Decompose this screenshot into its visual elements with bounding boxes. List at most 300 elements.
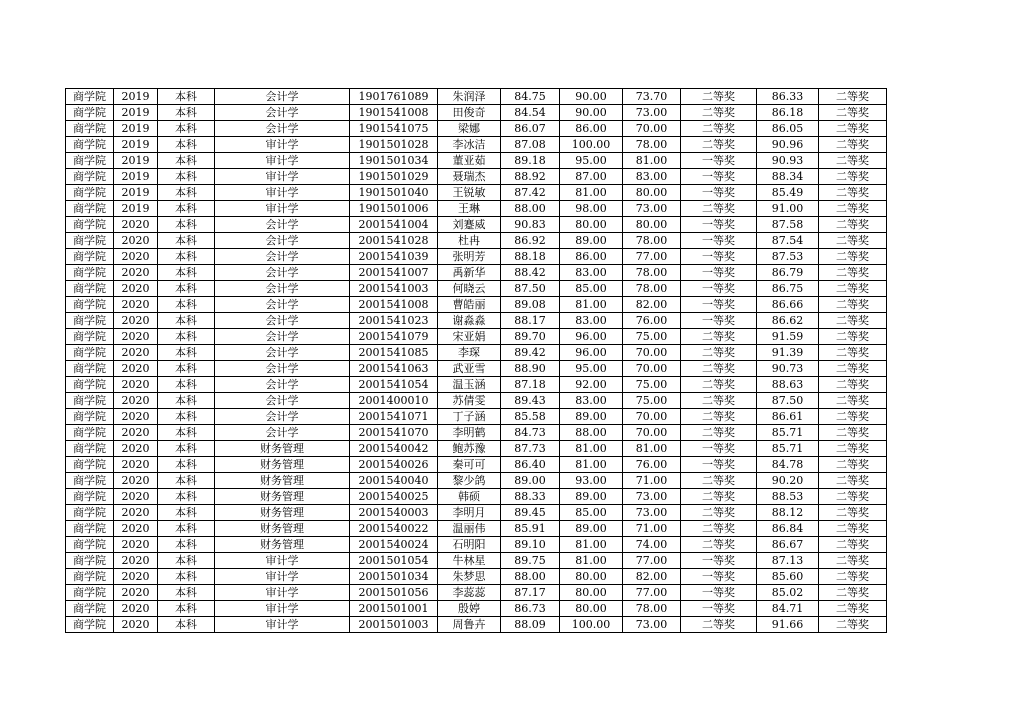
table-row — [66, 249, 887, 265]
name-cell: 周鲁卉 — [438, 617, 501, 633]
major-cell: 会计学 — [215, 105, 350, 121]
score3-cell: 76.00 — [623, 457, 681, 473]
award-level-cell: 二等奖 — [681, 537, 757, 553]
student-id-cell: 2001540042 — [350, 441, 438, 457]
table-row — [66, 137, 887, 153]
final-award-cell: 二等奖 — [819, 361, 887, 377]
award-level-cell: 一等奖 — [681, 441, 757, 457]
name-cell: 刘蹇威 — [438, 217, 501, 233]
award-level-cell: 一等奖 — [681, 153, 757, 169]
degree-cell: 本科 — [158, 457, 215, 473]
student-id-cell: 1901501040 — [350, 185, 438, 201]
table-row — [66, 489, 887, 505]
major-cell: 会计学 — [215, 265, 350, 281]
score1-cell: 89.70 — [501, 329, 560, 345]
college-cell: 商学院 — [66, 617, 114, 633]
final-award-cell: 二等奖 — [819, 601, 887, 617]
score2-cell: 80.00 — [560, 217, 623, 233]
score3-cell: 82.00 — [623, 297, 681, 313]
score1-cell: 89.00 — [501, 473, 560, 489]
name-cell: 李蕊蕊 — [438, 585, 501, 601]
major-cell: 财务管理 — [215, 441, 350, 457]
year-cell: 2019 — [114, 169, 158, 185]
score1-cell: 88.18 — [501, 249, 560, 265]
score3-cell: 70.00 — [623, 361, 681, 377]
student-id-cell: 2001540026 — [350, 457, 438, 473]
final-award-cell: 二等奖 — [819, 249, 887, 265]
score3-cell: 75.00 — [623, 393, 681, 409]
student-id-cell: 2001501034 — [350, 569, 438, 585]
table-row — [66, 329, 887, 345]
final-award-cell: 二等奖 — [819, 313, 887, 329]
score2-cell: 81.00 — [560, 297, 623, 313]
name-cell: 韩硕 — [438, 489, 501, 505]
score2-cell: 81.00 — [560, 457, 623, 473]
score3-cell: 75.00 — [623, 329, 681, 345]
score2-cell: 86.00 — [560, 249, 623, 265]
score3-cell: 80.00 — [623, 217, 681, 233]
award-level-cell: 一等奖 — [681, 313, 757, 329]
major-cell: 会计学 — [215, 409, 350, 425]
major-cell: 会计学 — [215, 297, 350, 313]
score2-cell: 86.00 — [560, 121, 623, 137]
final-award-cell: 二等奖 — [819, 105, 887, 121]
award-level-cell: 一等奖 — [681, 233, 757, 249]
final-award-cell: 二等奖 — [819, 537, 887, 553]
student-id-cell: 1901541075 — [350, 121, 438, 137]
name-cell: 牛林星 — [438, 553, 501, 569]
year-cell: 2019 — [114, 105, 158, 121]
score1-cell: 87.73 — [501, 441, 560, 457]
score3-cell: 73.00 — [623, 505, 681, 521]
table-row — [66, 265, 887, 281]
degree-cell: 本科 — [158, 329, 215, 345]
total-score-cell: 88.63 — [757, 377, 819, 393]
student-id-cell: 1901761089 — [350, 89, 438, 105]
table-row — [66, 169, 887, 185]
total-score-cell: 86.79 — [757, 265, 819, 281]
degree-cell: 本科 — [158, 393, 215, 409]
award-level-cell: 一等奖 — [681, 265, 757, 281]
score3-cell: 77.00 — [623, 553, 681, 569]
score3-cell: 70.00 — [623, 425, 681, 441]
major-cell: 审计学 — [215, 585, 350, 601]
name-cell: 杜冉 — [438, 233, 501, 249]
year-cell: 2019 — [114, 137, 158, 153]
award-level-cell: 二等奖 — [681, 393, 757, 409]
student-id-cell: 1901501006 — [350, 201, 438, 217]
year-cell: 2020 — [114, 473, 158, 489]
year-cell: 2020 — [114, 441, 158, 457]
name-cell: 张明芳 — [438, 249, 501, 265]
score1-cell: 89.42 — [501, 345, 560, 361]
degree-cell: 本科 — [158, 553, 215, 569]
college-cell: 商学院 — [66, 345, 114, 361]
score1-cell: 84.73 — [501, 425, 560, 441]
year-cell: 2020 — [114, 377, 158, 393]
student-id-cell: 2001541071 — [350, 409, 438, 425]
student-id-cell: 2001540040 — [350, 473, 438, 489]
score2-cell: 87.00 — [560, 169, 623, 185]
student-id-cell: 2001501056 — [350, 585, 438, 601]
table-row — [66, 521, 887, 537]
table-row — [66, 217, 887, 233]
score3-cell: 81.00 — [623, 441, 681, 457]
award-level-cell: 一等奖 — [681, 185, 757, 201]
final-award-cell: 二等奖 — [819, 377, 887, 393]
score2-cell: 81.00 — [560, 441, 623, 457]
year-cell: 2020 — [114, 521, 158, 537]
total-score-cell: 86.18 — [757, 105, 819, 121]
final-award-cell: 二等奖 — [819, 553, 887, 569]
score1-cell: 86.73 — [501, 601, 560, 617]
major-cell: 审计学 — [215, 201, 350, 217]
score2-cell: 85.00 — [560, 505, 623, 521]
year-cell: 2020 — [114, 393, 158, 409]
score3-cell: 70.00 — [623, 121, 681, 137]
table-row — [66, 425, 887, 441]
total-score-cell: 87.54 — [757, 233, 819, 249]
year-cell: 2020 — [114, 233, 158, 249]
student-id-cell: 1901541008 — [350, 105, 438, 121]
score1-cell: 89.45 — [501, 505, 560, 521]
name-cell: 李明鹤 — [438, 425, 501, 441]
major-cell: 审计学 — [215, 185, 350, 201]
score1-cell: 87.17 — [501, 585, 560, 601]
award-table — [65, 88, 887, 633]
name-cell: 苏倩雯 — [438, 393, 501, 409]
award-level-cell: 一等奖 — [681, 217, 757, 233]
award-level-cell: 二等奖 — [681, 521, 757, 537]
award-level-cell: 二等奖 — [681, 105, 757, 121]
major-cell: 会计学 — [215, 313, 350, 329]
major-cell: 审计学 — [215, 553, 350, 569]
score2-cell: 100.00 — [560, 617, 623, 633]
degree-cell: 本科 — [158, 569, 215, 585]
total-score-cell: 91.39 — [757, 345, 819, 361]
final-award-cell: 二等奖 — [819, 201, 887, 217]
final-award-cell: 二等奖 — [819, 409, 887, 425]
name-cell: 秦可可 — [438, 457, 501, 473]
student-id-cell: 2001541003 — [350, 281, 438, 297]
score1-cell: 89.43 — [501, 393, 560, 409]
total-score-cell: 86.75 — [757, 281, 819, 297]
total-score-cell: 91.66 — [757, 617, 819, 633]
score2-cell: 85.00 — [560, 281, 623, 297]
year-cell: 2020 — [114, 249, 158, 265]
total-score-cell: 87.13 — [757, 553, 819, 569]
score1-cell: 88.09 — [501, 617, 560, 633]
score1-cell: 89.10 — [501, 537, 560, 553]
total-score-cell: 88.12 — [757, 505, 819, 521]
name-cell: 谢淼淼 — [438, 313, 501, 329]
student-id-cell: 2001541079 — [350, 329, 438, 345]
degree-cell: 本科 — [158, 361, 215, 377]
college-cell: 商学院 — [66, 121, 114, 137]
score3-cell: 71.00 — [623, 521, 681, 537]
score2-cell: 96.00 — [560, 329, 623, 345]
award-level-cell: 一等奖 — [681, 585, 757, 601]
score1-cell: 88.92 — [501, 169, 560, 185]
award-level-cell: 二等奖 — [681, 505, 757, 521]
student-id-cell: 2001400010 — [350, 393, 438, 409]
degree-cell: 本科 — [158, 249, 215, 265]
score1-cell: 86.07 — [501, 121, 560, 137]
score3-cell: 78.00 — [623, 137, 681, 153]
degree-cell: 本科 — [158, 601, 215, 617]
year-cell: 2020 — [114, 313, 158, 329]
score3-cell: 73.00 — [623, 105, 681, 121]
score2-cell: 93.00 — [560, 473, 623, 489]
final-award-cell: 二等奖 — [819, 505, 887, 521]
college-cell: 商学院 — [66, 137, 114, 153]
score3-cell: 81.00 — [623, 153, 681, 169]
award-level-cell: 二等奖 — [681, 89, 757, 105]
table-row — [66, 201, 887, 217]
student-id-cell: 2001540022 — [350, 521, 438, 537]
year-cell: 2019 — [114, 201, 158, 217]
major-cell: 审计学 — [215, 169, 350, 185]
award-level-cell: 二等奖 — [681, 473, 757, 489]
total-score-cell: 88.53 — [757, 489, 819, 505]
year-cell: 2019 — [114, 89, 158, 105]
degree-cell: 本科 — [158, 201, 215, 217]
college-cell: 商学院 — [66, 265, 114, 281]
student-id-cell: 2001540003 — [350, 505, 438, 521]
student-id-cell: 1901501028 — [350, 137, 438, 153]
table-row — [66, 345, 887, 361]
college-cell: 商学院 — [66, 313, 114, 329]
score3-cell: 73.00 — [623, 617, 681, 633]
table-row — [66, 409, 887, 425]
score1-cell: 86.92 — [501, 233, 560, 249]
score3-cell: 78.00 — [623, 233, 681, 249]
total-score-cell: 85.71 — [757, 425, 819, 441]
student-id-cell: 2001501003 — [350, 617, 438, 633]
final-award-cell: 二等奖 — [819, 185, 887, 201]
name-cell: 宋亚娟 — [438, 329, 501, 345]
score1-cell: 89.18 — [501, 153, 560, 169]
award-level-cell: 二等奖 — [681, 137, 757, 153]
table-row — [66, 105, 887, 121]
college-cell: 商学院 — [66, 281, 114, 297]
college-cell: 商学院 — [66, 361, 114, 377]
major-cell: 财务管理 — [215, 521, 350, 537]
degree-cell: 本科 — [158, 409, 215, 425]
award-level-cell: 二等奖 — [681, 409, 757, 425]
college-cell: 商学院 — [66, 217, 114, 233]
score1-cell: 85.58 — [501, 409, 560, 425]
score3-cell: 70.00 — [623, 345, 681, 361]
table-row — [66, 281, 887, 297]
degree-cell: 本科 — [158, 425, 215, 441]
score3-cell: 80.00 — [623, 185, 681, 201]
major-cell: 会计学 — [215, 377, 350, 393]
name-cell: 朱梦思 — [438, 569, 501, 585]
year-cell: 2020 — [114, 297, 158, 313]
table-row — [66, 585, 887, 601]
year-cell: 2020 — [114, 329, 158, 345]
final-award-cell: 二等奖 — [819, 345, 887, 361]
college-cell: 商学院 — [66, 521, 114, 537]
score2-cell: 88.00 — [560, 425, 623, 441]
degree-cell: 本科 — [158, 89, 215, 105]
score3-cell: 77.00 — [623, 249, 681, 265]
table-row — [66, 313, 887, 329]
student-id-cell: 2001541007 — [350, 265, 438, 281]
name-cell: 李明月 — [438, 505, 501, 521]
score3-cell: 74.00 — [623, 537, 681, 553]
score1-cell: 88.90 — [501, 361, 560, 377]
score2-cell: 95.00 — [560, 361, 623, 377]
total-score-cell: 85.49 — [757, 185, 819, 201]
degree-cell: 本科 — [158, 313, 215, 329]
year-cell: 2020 — [114, 601, 158, 617]
final-award-cell: 二等奖 — [819, 153, 887, 169]
degree-cell: 本科 — [158, 377, 215, 393]
college-cell: 商学院 — [66, 505, 114, 521]
final-award-cell: 二等奖 — [819, 329, 887, 345]
student-id-cell: 1901501034 — [350, 153, 438, 169]
major-cell: 会计学 — [215, 233, 350, 249]
score2-cell: 89.00 — [560, 409, 623, 425]
score2-cell: 81.00 — [560, 185, 623, 201]
degree-cell: 本科 — [158, 233, 215, 249]
major-cell: 会计学 — [215, 89, 350, 105]
name-cell: 聂瑞杰 — [438, 169, 501, 185]
student-id-cell: 2001501001 — [350, 601, 438, 617]
degree-cell: 本科 — [158, 505, 215, 521]
total-score-cell: 85.71 — [757, 441, 819, 457]
year-cell: 2020 — [114, 281, 158, 297]
college-cell: 商学院 — [66, 201, 114, 217]
score2-cell: 92.00 — [560, 377, 623, 393]
year-cell: 2020 — [114, 457, 158, 473]
score2-cell: 80.00 — [560, 585, 623, 601]
score1-cell: 88.00 — [501, 569, 560, 585]
score2-cell: 83.00 — [560, 393, 623, 409]
table-row — [66, 617, 887, 633]
total-score-cell: 86.67 — [757, 537, 819, 553]
final-award-cell: 二等奖 — [819, 521, 887, 537]
degree-cell: 本科 — [158, 185, 215, 201]
score1-cell: 87.08 — [501, 137, 560, 153]
award-level-cell: 二等奖 — [681, 361, 757, 377]
year-cell: 2020 — [114, 537, 158, 553]
degree-cell: 本科 — [158, 121, 215, 137]
score3-cell: 73.70 — [623, 89, 681, 105]
final-award-cell: 二等奖 — [819, 569, 887, 585]
total-score-cell: 90.96 — [757, 137, 819, 153]
score1-cell: 85.91 — [501, 521, 560, 537]
score3-cell: 76.00 — [623, 313, 681, 329]
student-id-cell: 2001541039 — [350, 249, 438, 265]
award-level-cell: 二等奖 — [681, 489, 757, 505]
table-row — [66, 505, 887, 521]
table-row — [66, 553, 887, 569]
score1-cell: 88.00 — [501, 201, 560, 217]
score2-cell: 81.00 — [560, 537, 623, 553]
college-cell: 商学院 — [66, 489, 114, 505]
total-score-cell: 90.93 — [757, 153, 819, 169]
award-level-cell: 二等奖 — [681, 425, 757, 441]
score3-cell: 83.00 — [623, 169, 681, 185]
total-score-cell: 87.53 — [757, 249, 819, 265]
score3-cell: 73.00 — [623, 489, 681, 505]
college-cell: 商学院 — [66, 185, 114, 201]
score2-cell: 80.00 — [560, 601, 623, 617]
score2-cell: 83.00 — [560, 313, 623, 329]
major-cell: 审计学 — [215, 137, 350, 153]
table-row — [66, 537, 887, 553]
major-cell: 审计学 — [215, 569, 350, 585]
major-cell: 会计学 — [215, 393, 350, 409]
name-cell: 李琛 — [438, 345, 501, 361]
student-id-cell: 2001541023 — [350, 313, 438, 329]
college-cell: 商学院 — [66, 249, 114, 265]
year-cell: 2020 — [114, 265, 158, 281]
student-id-cell: 1901501029 — [350, 169, 438, 185]
major-cell: 会计学 — [215, 345, 350, 361]
score3-cell: 73.00 — [623, 201, 681, 217]
score3-cell: 70.00 — [623, 409, 681, 425]
year-cell: 2020 — [114, 361, 158, 377]
total-score-cell: 88.34 — [757, 169, 819, 185]
major-cell: 会计学 — [215, 425, 350, 441]
college-cell: 商学院 — [66, 105, 114, 121]
student-id-cell: 2001541008 — [350, 297, 438, 313]
name-cell: 朱润泽 — [438, 89, 501, 105]
major-cell: 财务管理 — [215, 473, 350, 489]
score1-cell: 88.33 — [501, 489, 560, 505]
final-award-cell: 二等奖 — [819, 89, 887, 105]
major-cell: 会计学 — [215, 361, 350, 377]
major-cell: 会计学 — [215, 217, 350, 233]
score2-cell: 81.00 — [560, 553, 623, 569]
student-id-cell: 2001540025 — [350, 489, 438, 505]
final-award-cell: 二等奖 — [819, 473, 887, 489]
name-cell: 武亚雪 — [438, 361, 501, 377]
final-award-cell: 二等奖 — [819, 281, 887, 297]
name-cell: 王锐敏 — [438, 185, 501, 201]
award-level-cell: 一等奖 — [681, 169, 757, 185]
major-cell: 财务管理 — [215, 457, 350, 473]
degree-cell: 本科 — [158, 281, 215, 297]
table-row — [66, 441, 887, 457]
total-score-cell: 90.20 — [757, 473, 819, 489]
degree-cell: 本科 — [158, 441, 215, 457]
degree-cell: 本科 — [158, 489, 215, 505]
score2-cell: 100.00 — [560, 137, 623, 153]
year-cell: 2020 — [114, 585, 158, 601]
table-row — [66, 185, 887, 201]
table-body — [66, 89, 887, 633]
final-award-cell: 二等奖 — [819, 137, 887, 153]
total-score-cell: 91.00 — [757, 201, 819, 217]
student-id-cell: 2001540024 — [350, 537, 438, 553]
score1-cell: 88.17 — [501, 313, 560, 329]
award-level-cell: 二等奖 — [681, 377, 757, 393]
name-cell: 王琳 — [438, 201, 501, 217]
score3-cell: 78.00 — [623, 281, 681, 297]
name-cell: 丁子涵 — [438, 409, 501, 425]
score1-cell: 84.54 — [501, 105, 560, 121]
college-cell: 商学院 — [66, 601, 114, 617]
final-award-cell: 二等奖 — [819, 233, 887, 249]
score1-cell: 90.83 — [501, 217, 560, 233]
major-cell: 会计学 — [215, 329, 350, 345]
college-cell: 商学院 — [66, 377, 114, 393]
